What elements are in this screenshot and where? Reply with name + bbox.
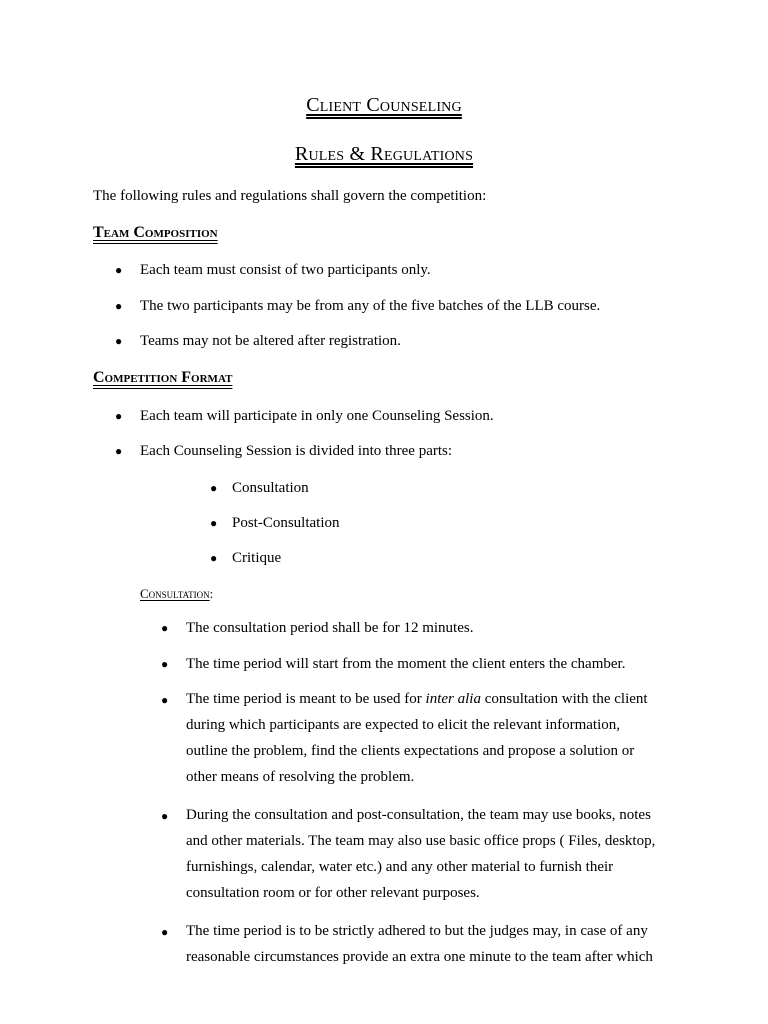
bullet-icon: ● <box>115 334 123 348</box>
document-subtitle <box>0 143 768 166</box>
paragraph-line: during which participants are expected to elicit the relevant information, <box>186 717 621 733</box>
document-title <box>0 94 768 117</box>
bullet-icon: ● <box>161 809 169 823</box>
bullet-icon: ● <box>210 481 218 495</box>
list-item: ● Each Counseling Session is divided into three parts: <box>115 443 453 459</box>
bullet-icon: ● <box>115 444 123 458</box>
title-line-1: Client Counseling <box>306 94 462 116</box>
sub-list-item: ● Critique <box>210 550 282 566</box>
paragraph-line: reasonable circumstances provide an extra one minute to the team after which <box>186 949 653 965</box>
bullet-icon: ● <box>161 657 169 671</box>
list-item: ● Each team will participate in only one Counseling Session. <box>115 408 494 424</box>
paragraph-line: other means of resolving the problem. <box>186 769 415 785</box>
bullet-icon: ● <box>115 409 123 423</box>
consultation-heading: Consultation: <box>140 586 214 601</box>
list-item: ● The time period is meant to be used for inter alia consultation with the client during which participants are expected to elicit the relevant information, outline the problem, find the clients expectations and propose a solution or other means of resolving the problem. <box>186 686 648 790</box>
list-item: ● Each team must consist of two participants only. <box>115 262 431 278</box>
bullet-icon: ● <box>210 516 218 530</box>
sub-list-item: ● Post-Consultation <box>210 515 340 531</box>
list-item: ● The time period will start from the moment the client enters the chamber. <box>161 656 626 672</box>
bullet-icon: ● <box>210 551 218 565</box>
list-item: ● The two participants may be from any of the five batches of the LLB course. <box>115 298 601 314</box>
team-composition-heading: Team Composition <box>93 224 218 241</box>
paragraph-line: During the consultation and post-consultation, the team may use books, notes <box>186 807 651 823</box>
paragraph-line: outline the problem, find the clients expectations and propose a solution or <box>186 743 635 759</box>
italic-phrase: inter alia <box>425 691 481 707</box>
list-item: ● Teams may not be altered after registration. <box>115 333 401 349</box>
list-item <box>161 918 653 970</box>
bullet-icon: ● <box>161 621 169 635</box>
bullet-icon: ● <box>115 299 123 313</box>
paragraph-line: and other materials. The team may also use basic office props ( Files, desktop, <box>186 833 656 849</box>
bullet-icon: ● <box>115 263 123 277</box>
paragraph-line: consultation room or for other relevant purposes. <box>186 885 480 901</box>
sub-list-item: ● Consultation <box>210 480 309 496</box>
bullet-icon: ● <box>161 693 169 707</box>
list-item: ● The consultation period shall be for 12 minutes. <box>161 620 474 636</box>
title-line-2: Rules & Regulations <box>294 143 474 165</box>
paragraph-line: The time period is to be strictly adhered to but the judges may, in case of any <box>186 923 648 939</box>
intro-text: The following rules and regulations shall govern the competition: <box>93 188 487 204</box>
competition-format-heading: Competition Format <box>93 369 233 386</box>
paragraph-line: furnishings, calendar, water etc.) and any other material to furnish their <box>186 859 614 875</box>
bullet-icon: ● <box>161 925 169 939</box>
list-item <box>161 802 656 906</box>
